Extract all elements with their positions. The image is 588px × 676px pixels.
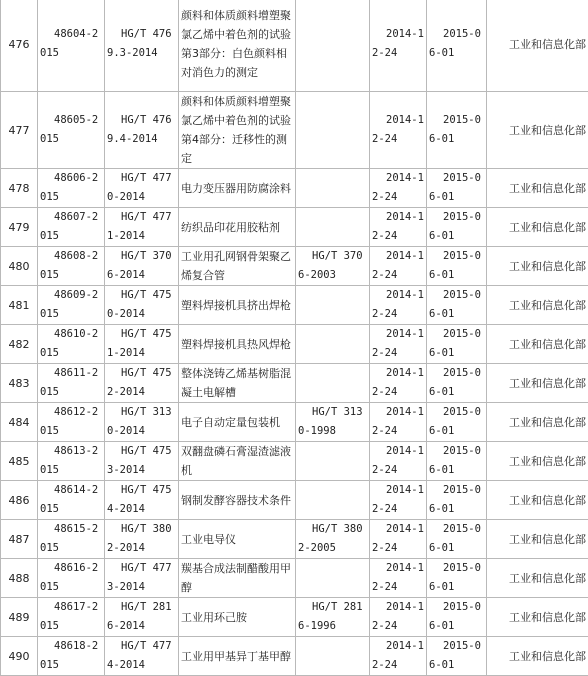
issue-date-cell (370, 637, 427, 676)
standard-name-cell (179, 442, 296, 481)
standard-name-text: 颜料和体质颜料增塑聚氯乙烯中着色剂的试验 第4部分：迁移性的测定 (181, 95, 291, 165)
standard-code-cell (105, 403, 179, 442)
record-id-text: 48615-2015 (40, 523, 98, 554)
issue-date-text: 2014-12-24 (372, 562, 424, 593)
effective-date-cell (427, 325, 487, 364)
issue-date-text: 2014-12-24 (372, 289, 424, 320)
record-id-cell (38, 247, 105, 286)
department-text: 工业和信息化部 (509, 124, 586, 137)
standard-code-cell (105, 559, 179, 598)
row-number-text: 476 (9, 38, 30, 51)
table-row (1, 364, 588, 403)
row-number-cell (1, 325, 38, 364)
replaced-standard-text: HG/T 3802-2005 (298, 523, 363, 554)
standard-code-cell (105, 598, 179, 637)
effective-date-cell (427, 442, 487, 481)
row-number-text: 479 (9, 221, 30, 234)
issue-date-text: 2014-12-24 (372, 484, 424, 515)
replaced-standard-cell (296, 92, 370, 169)
department-cell (487, 637, 588, 676)
standard-code-cell (105, 169, 179, 208)
standard-code-text: HG/T 4751-2014 (107, 328, 172, 359)
row-number-cell (1, 364, 38, 403)
department-text: 工业和信息化部 (509, 533, 586, 546)
standard-code-text: HG/T 3130-2014 (107, 406, 172, 437)
record-id-text: 48617-2015 (40, 601, 98, 632)
record-id-cell (38, 0, 105, 92)
standard-name-text: 电力变压器用防腐涂料 (181, 182, 291, 195)
standard-name-cell (179, 92, 296, 169)
department-text: 工业和信息化部 (509, 260, 586, 273)
department-cell (487, 520, 588, 559)
standard-code-text: HG/T 4774-2014 (107, 640, 172, 671)
issue-date-text: 2014-12-24 (372, 601, 424, 632)
department-text: 工业和信息化部 (509, 338, 586, 351)
standard-name-text: 整体浇铸乙烯基树脂混凝土电解槽 (181, 367, 291, 399)
row-number-cell (1, 637, 38, 676)
row-number-text: 481 (9, 299, 30, 312)
department-cell (487, 325, 588, 364)
record-id-text: 48618-2015 (40, 640, 98, 671)
standard-code-text: HG/T 4754-2014 (107, 484, 172, 515)
department-cell (487, 286, 588, 325)
standard-code-cell (105, 0, 179, 92)
row-number-cell (1, 247, 38, 286)
replaced-standard-text: HG/T 3706-2003 (298, 250, 363, 281)
replaced-standard-cell (296, 481, 370, 520)
issue-date-text: 2014-12-24 (372, 250, 424, 281)
effective-date-text: 2015-06-01 (429, 28, 481, 59)
department-cell (487, 208, 588, 247)
standard-code-text: HG/T 4769.4-2014 (107, 114, 172, 145)
table-row (1, 0, 588, 92)
table-row (1, 325, 588, 364)
issue-date-cell (370, 169, 427, 208)
department-text: 工业和信息化部 (509, 650, 586, 663)
issue-date-cell (370, 286, 427, 325)
standard-name-cell (179, 403, 296, 442)
standard-name-text: 纺织品印花用胶粘剂 (181, 221, 280, 234)
record-id-cell (38, 364, 105, 403)
row-number-text: 490 (9, 650, 30, 663)
issue-date-cell (370, 208, 427, 247)
standard-name-cell (179, 559, 296, 598)
standard-name-cell (179, 598, 296, 637)
standard-code-text: HG/T 2816-2014 (107, 601, 172, 632)
issue-date-cell (370, 403, 427, 442)
row-number-text: 485 (9, 455, 30, 468)
record-id-cell (38, 169, 105, 208)
issue-date-cell (370, 92, 427, 169)
replaced-standard-cell (296, 169, 370, 208)
row-number-text: 483 (9, 377, 30, 390)
record-id-cell (38, 325, 105, 364)
standard-name-text: 工业用环己胺 (181, 611, 247, 624)
record-id-text: 48614-2015 (40, 484, 98, 515)
department-cell (487, 0, 588, 92)
record-id-text: 48612-2015 (40, 406, 98, 437)
row-number-cell (1, 598, 38, 637)
effective-date-cell (427, 286, 487, 325)
row-number-text: 488 (9, 572, 30, 585)
issue-date-text: 2014-12-24 (372, 367, 424, 398)
effective-date-cell (427, 0, 487, 92)
issue-date-cell (370, 247, 427, 286)
effective-date-cell (427, 598, 487, 637)
effective-date-cell (427, 520, 487, 559)
replaced-standard-cell (296, 208, 370, 247)
row-number-cell (1, 559, 38, 598)
replaced-standard-cell (296, 442, 370, 481)
issue-date-cell (370, 0, 427, 92)
standard-name-text: 塑料焊接机具挤出焊枪 (181, 299, 291, 312)
row-number-text: 489 (9, 611, 30, 624)
replaced-standard-cell (296, 247, 370, 286)
standard-code-text: HG/T 4773-2014 (107, 562, 172, 593)
effective-date-cell (427, 637, 487, 676)
row-number-cell (1, 208, 38, 247)
table-row (1, 637, 588, 676)
table-body (1, 0, 588, 676)
issue-date-text: 2014-12-24 (372, 640, 424, 671)
row-number-cell (1, 442, 38, 481)
row-number-text: 480 (9, 260, 30, 273)
issue-date-cell (370, 598, 427, 637)
row-number-cell (1, 169, 38, 208)
issue-date-text: 2014-12-24 (372, 211, 424, 242)
issue-date-text: 2014-12-24 (372, 114, 424, 145)
record-id-cell (38, 442, 105, 481)
table-row (1, 92, 588, 169)
issue-date-cell (370, 325, 427, 364)
issue-date-text: 2014-12-24 (372, 445, 424, 476)
effective-date-cell (427, 208, 487, 247)
standard-name-text: 羰基合成法制醋酸用甲醇 (181, 562, 291, 594)
department-text: 工业和信息化部 (509, 299, 586, 312)
effective-date-text: 2015-06-01 (429, 328, 481, 359)
replaced-standard-text: HG/T 2816-1996 (298, 601, 363, 632)
row-number-cell (1, 403, 38, 442)
replaced-standard-text: HG/T 3130-1998 (298, 406, 363, 437)
record-id-cell (38, 637, 105, 676)
department-cell (487, 403, 588, 442)
standard-code-text: HG/T 4770-2014 (107, 172, 172, 203)
table-row (1, 169, 588, 208)
department-text: 工业和信息化部 (509, 572, 586, 585)
standard-name-text: 塑料焊接机具热风焊枪 (181, 338, 291, 351)
effective-date-text: 2015-06-01 (429, 406, 481, 437)
standard-code-text: HG/T 4752-2014 (107, 367, 172, 398)
standard-name-cell (179, 637, 296, 676)
standard-name-text: 工业用孔网钢骨架聚乙烯复合管 (181, 250, 291, 282)
effective-date-text: 2015-06-01 (429, 601, 481, 632)
department-text: 工业和信息化部 (509, 182, 586, 195)
standard-name-cell (179, 520, 296, 559)
issue-date-text: 2014-12-24 (372, 28, 424, 59)
effective-date-cell (427, 247, 487, 286)
standard-code-cell (105, 637, 179, 676)
record-id-cell (38, 598, 105, 637)
effective-date-text: 2015-06-01 (429, 640, 481, 671)
standard-name-cell (179, 0, 296, 92)
record-id-cell (38, 481, 105, 520)
issue-date-text: 2014-12-24 (372, 523, 424, 554)
row-number-text: 482 (9, 338, 30, 351)
issue-date-cell (370, 442, 427, 481)
record-id-text: 48609-2015 (40, 289, 98, 320)
replaced-standard-cell (296, 286, 370, 325)
replaced-standard-cell (296, 325, 370, 364)
effective-date-text: 2015-06-01 (429, 484, 481, 515)
row-number-text: 487 (9, 533, 30, 546)
effective-date-text: 2015-06-01 (429, 289, 481, 320)
standard-code-text: HG/T 4769.3-2014 (107, 28, 172, 59)
issue-date-text: 2014-12-24 (372, 172, 424, 203)
record-id-text: 48604-2015 (40, 28, 98, 59)
record-id-text: 48606-2015 (40, 172, 98, 203)
table-row (1, 403, 588, 442)
record-id-cell (38, 559, 105, 598)
table-row (1, 520, 588, 559)
standard-name-cell (179, 208, 296, 247)
standard-code-cell (105, 286, 179, 325)
effective-date-text: 2015-06-01 (429, 562, 481, 593)
issue-date-cell (370, 559, 427, 598)
issue-date-cell (370, 520, 427, 559)
department-text: 工业和信息化部 (509, 38, 586, 51)
row-number-cell (1, 0, 38, 92)
department-text: 工业和信息化部 (509, 416, 586, 429)
standard-code-cell (105, 364, 179, 403)
table-row (1, 598, 588, 637)
effective-date-cell (427, 403, 487, 442)
row-number-cell (1, 286, 38, 325)
record-id-cell (38, 286, 105, 325)
record-id-cell (38, 403, 105, 442)
standard-name-cell (179, 169, 296, 208)
department-text: 工业和信息化部 (509, 494, 586, 507)
effective-date-cell (427, 364, 487, 403)
effective-date-text: 2015-06-01 (429, 114, 481, 145)
effective-date-cell (427, 481, 487, 520)
standard-code-cell (105, 208, 179, 247)
table-row (1, 286, 588, 325)
department-cell (487, 559, 588, 598)
effective-date-text: 2015-06-01 (429, 523, 481, 554)
effective-date-cell (427, 559, 487, 598)
row-number-text: 484 (9, 416, 30, 429)
standard-name-text: 钢制发酵容器技术条件 (181, 494, 291, 507)
replaced-standard-cell (296, 637, 370, 676)
standard-code-cell (105, 520, 179, 559)
table-row (1, 208, 588, 247)
issue-date-cell (370, 481, 427, 520)
effective-date-text: 2015-06-01 (429, 172, 481, 203)
effective-date-cell (427, 92, 487, 169)
record-id-text: 48607-2015 (40, 211, 98, 242)
standard-name-cell (179, 286, 296, 325)
record-id-cell (38, 520, 105, 559)
department-text: 工业和信息化部 (509, 455, 586, 468)
standard-name-text: 工业电导仪 (181, 533, 236, 546)
record-id-text: 48610-2015 (40, 328, 98, 359)
table-row (1, 442, 588, 481)
standard-code-cell (105, 481, 179, 520)
replaced-standard-cell (296, 520, 370, 559)
standard-code-text: HG/T 3802-2014 (107, 523, 172, 554)
record-id-text: 48613-2015 (40, 445, 98, 476)
standard-name-cell (179, 481, 296, 520)
table-row (1, 247, 588, 286)
standard-name-cell (179, 247, 296, 286)
replaced-standard-cell (296, 364, 370, 403)
effective-date-text: 2015-06-01 (429, 445, 481, 476)
issue-date-text: 2014-12-24 (372, 406, 424, 437)
standard-name-text: 颜料和体质颜料增塑聚氯乙烯中着色剂的试验 第3部分：白色颜料相对消色力的测定 (181, 9, 291, 79)
standard-name-text: 双翻盘磷石膏湿渣滤液机 (181, 445, 291, 477)
department-text: 工业和信息化部 (509, 377, 586, 390)
issue-date-text: 2014-12-24 (372, 328, 424, 359)
department-cell (487, 92, 588, 169)
row-number-cell (1, 481, 38, 520)
effective-date-text: 2015-06-01 (429, 211, 481, 242)
issue-date-cell (370, 364, 427, 403)
standard-name-cell (179, 325, 296, 364)
effective-date-cell (427, 169, 487, 208)
department-cell (487, 247, 588, 286)
effective-date-text: 2015-06-01 (429, 367, 481, 398)
record-id-text: 48611-2015 (40, 367, 98, 398)
record-id-cell (38, 92, 105, 169)
department-cell (487, 364, 588, 403)
record-id-text: 48616-2015 (40, 562, 98, 593)
row-number-text: 477 (9, 124, 30, 137)
standard-code-text: HG/T 4771-2014 (107, 211, 172, 242)
department-cell (487, 598, 588, 637)
standard-name-cell (179, 364, 296, 403)
record-id-text: 48608-2015 (40, 250, 98, 281)
department-cell (487, 169, 588, 208)
row-number-text: 486 (9, 494, 30, 507)
standard-code-cell (105, 442, 179, 481)
standard-code-text: HG/T 4753-2014 (107, 445, 172, 476)
record-id-text: 48605-2015 (40, 114, 98, 145)
row-number-cell (1, 520, 38, 559)
record-id-cell (38, 208, 105, 247)
row-number-cell (1, 92, 38, 169)
department-cell (487, 481, 588, 520)
standard-name-text: 工业用甲基异丁基甲醇 (181, 650, 291, 663)
standard-code-cell (105, 92, 179, 169)
standard-code-text: HG/T 3706-2014 (107, 250, 172, 281)
department-text: 工业和信息化部 (509, 611, 586, 624)
replaced-standard-cell (296, 598, 370, 637)
standard-code-cell (105, 247, 179, 286)
row-number-text: 478 (9, 182, 30, 195)
department-cell (487, 442, 588, 481)
replaced-standard-cell (296, 403, 370, 442)
standard-code-text: HG/T 4750-2014 (107, 289, 172, 320)
standard-code-cell (105, 325, 179, 364)
table-row (1, 481, 588, 520)
standard-name-text: 电子自动定量包装机 (181, 416, 280, 429)
effective-date-text: 2015-06-01 (429, 250, 481, 281)
department-text: 工业和信息化部 (509, 221, 586, 234)
table-row (1, 559, 588, 598)
replaced-standard-cell (296, 0, 370, 92)
replaced-standard-cell (296, 559, 370, 598)
